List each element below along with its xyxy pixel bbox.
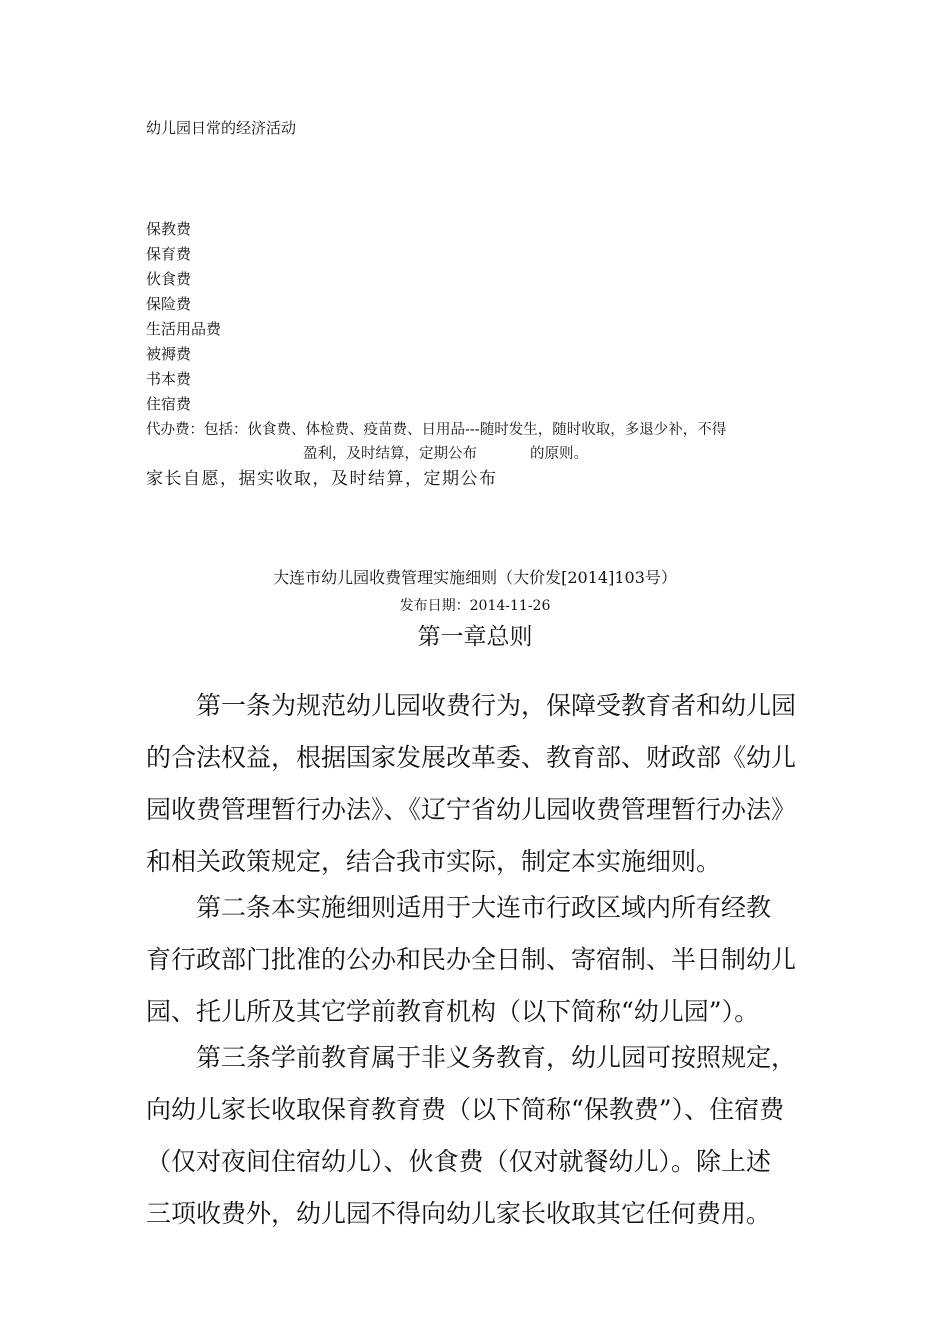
daiban-line2: 盈利，及时结算，定期公布 (303, 446, 477, 462)
page-heading: 幼儿园日常的经济活动 (146, 119, 297, 137)
article-line: 第一条为规范幼儿园收费行为，保障受教育者和幼儿园 (196, 691, 797, 720)
fee-item: 保教费 (146, 220, 192, 238)
article-line: 和相关政策规定，结合我市实际，制定本实施细则。 (146, 847, 722, 876)
article-line: 的合法权益，根据国家发展改革委、教育部、财政部《幼儿 (146, 743, 797, 772)
fee-item: 保险费 (146, 295, 192, 313)
article-2 (146, 882, 816, 1038)
article-line: 第二条本实施细则适用于大连市行政区域内所有经教 (196, 893, 772, 922)
chapter-title: 第一章总则 (417, 624, 533, 650)
article-line: 三项收费外，幼儿园不得向幼儿家长收取其它任何费用。 (146, 1199, 772, 1228)
parent-note: 家长自愿，据实收取，及时结算，定期公布 (146, 469, 498, 489)
daiban-line2-end: 的原则。 (530, 446, 588, 462)
article-line: 园收费管理暂行办法》、《辽宁省幼儿园收费管理暂行办法》 (146, 795, 797, 824)
fee-item: 被褥费 (146, 345, 192, 363)
article-line: 向幼儿家长收取保育教育费（以下简称“保教费”）、住宿费 (146, 1095, 785, 1124)
article-1 (146, 680, 816, 888)
daiban-line1: 代办费：包括：伙食费、体检费、疫苗费、日用品---随时发生，随时收取，多退少补，不得 (146, 422, 727, 438)
fee-item: 保育费 (146, 245, 192, 263)
document-title: 大连市幼儿园收费管理实施细则（大价发[2014]103号） (273, 568, 677, 587)
article-line: 园、托儿所及其它学前教育机构（以下简称“幼儿园”）。 (146, 997, 760, 1026)
article-line: 育行政部门批准的公办和民办全日制、寄宿制、半日制幼儿 (146, 945, 797, 974)
article-line: （仅对夜间住宿幼儿）、伙食费（仅对就餐幼儿）。除上述 (146, 1147, 772, 1176)
fee-item: 住宿费 (146, 395, 192, 413)
fee-item: 生活用品费 (146, 320, 222, 338)
article-3 (146, 1032, 816, 1240)
article-line: 第三条学前教育属于非义务教育，幼儿园可按照规定， (196, 1043, 797, 1072)
fee-item: 伙食费 (146, 270, 192, 288)
publish-date: 发布日期：2014-11-26 (399, 598, 551, 614)
fee-item: 书本费 (146, 370, 192, 388)
